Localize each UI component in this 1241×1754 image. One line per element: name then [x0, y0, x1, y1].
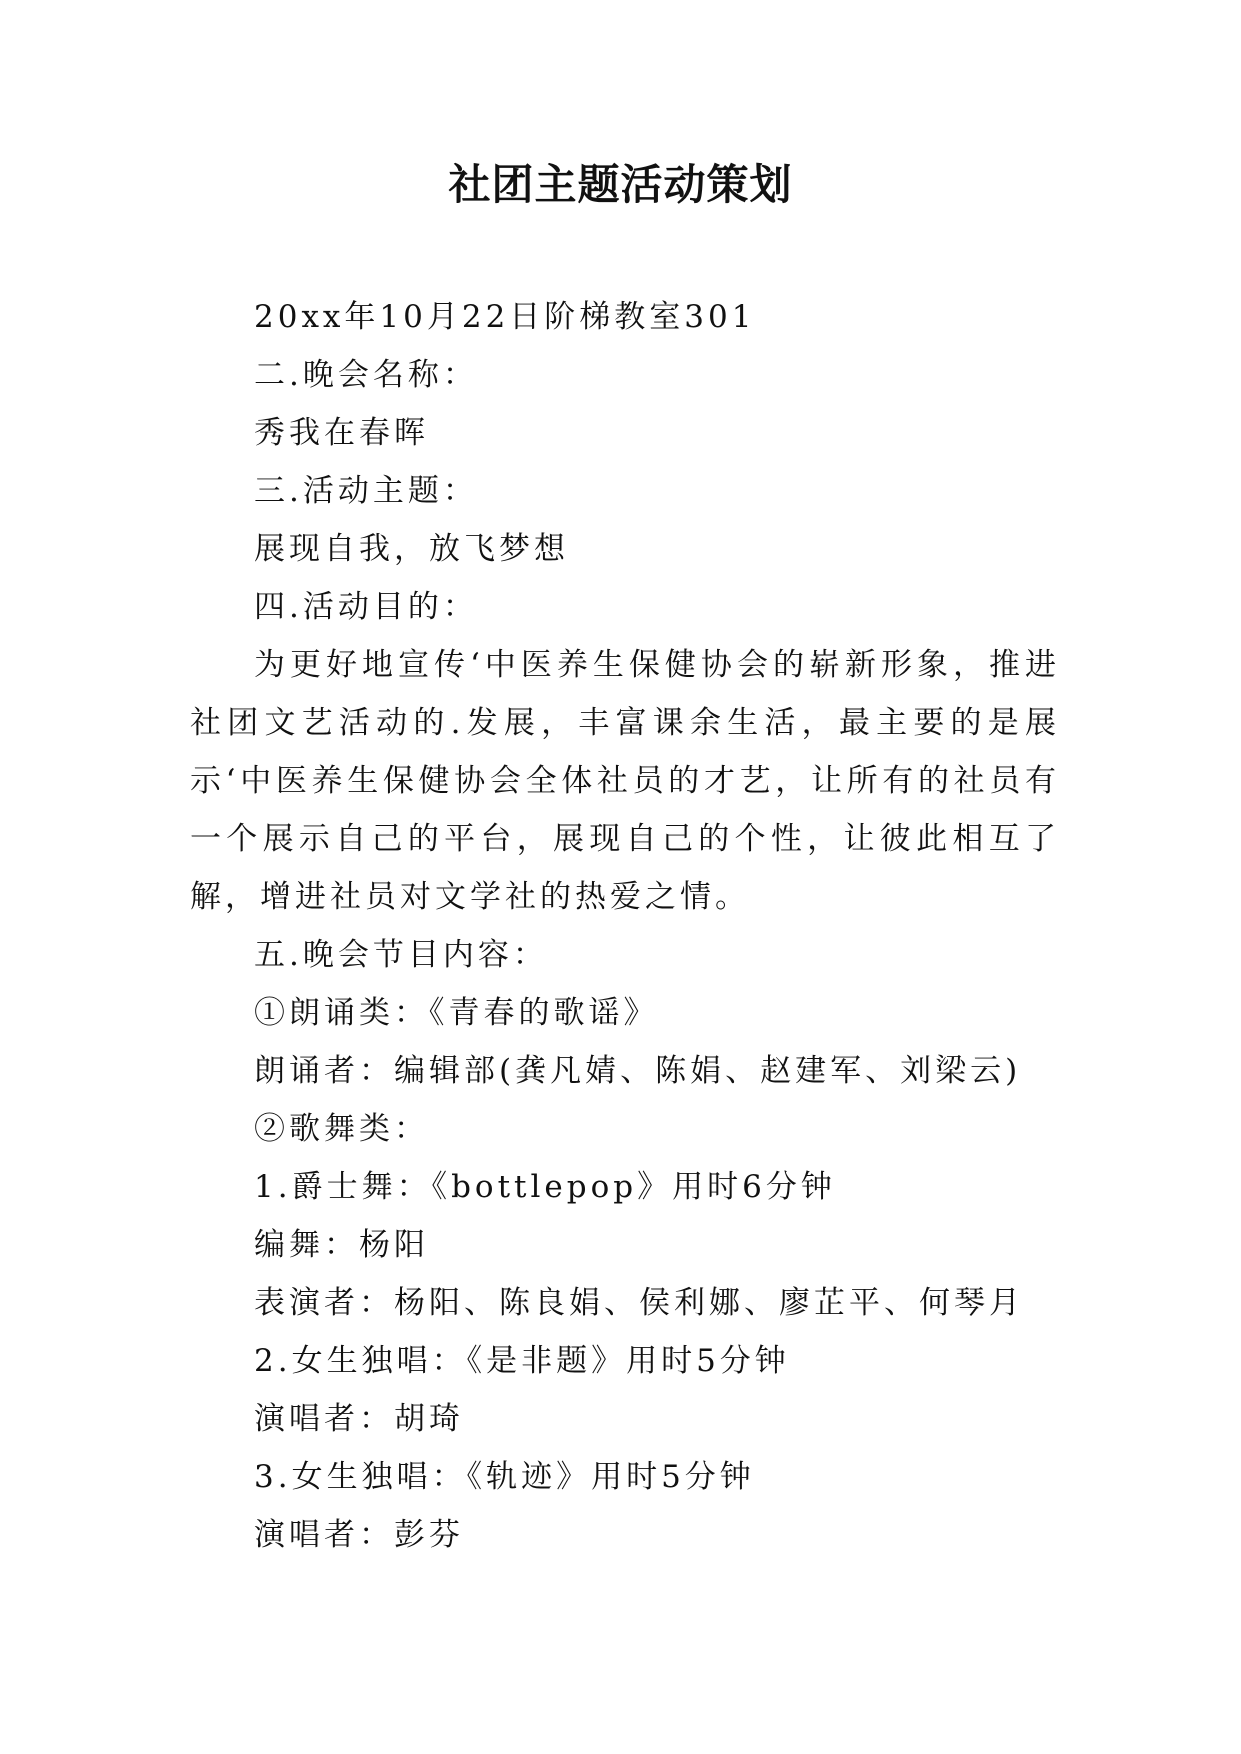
document-title: 社团主题活动策划	[448, 160, 793, 209]
section-heading: 四.活动目的：	[254, 589, 478, 625]
event-theme: 展现自我，放飞梦想	[254, 531, 569, 567]
performers-line: 表演者：杨阳、陈良娟、侯利娜、廖芷平、何琴月	[254, 1285, 1024, 1321]
date-venue-line: 20xx年10月22日阶梯教室301	[254, 299, 756, 335]
singer-line: 演唱者：彭芬	[254, 1517, 464, 1553]
performers-line: 朗诵者：编辑部(龚凡婧、陈娟、赵建军、刘梁云)	[254, 1053, 1022, 1089]
section-heading: 五.晚会节目内容：	[254, 937, 548, 973]
purpose-paragraph: 为更好地宣传‘中医养生保健协会的崭新形象，推进社团文艺活动的.发展，丰富课余生活，最主要的是展示‘中医养生保健协会全体社员的才艺，让所有的社员有一个展示自己的平台，展现自己的个性，让彼此相互了解，增进社员对文学社的热爱之情。	[190, 647, 1060, 915]
program-item: 3.女生独唱：《轨迹》用时5分钟	[254, 1459, 755, 1495]
event-name: 秀我在春晖	[254, 415, 429, 451]
program-category: ②歌舞类：	[254, 1111, 429, 1147]
program-category: ①朗诵类：《青春的歌谣》	[254, 995, 659, 1031]
program-item: 1.爵士舞：《bottlepop》用时6分钟	[254, 1169, 836, 1205]
section-heading: 三.活动主题：	[254, 473, 478, 509]
program-item: 2.女生独唱：《是非题》用时5分钟	[254, 1343, 790, 1379]
section-heading: 二.晚会名称：	[254, 357, 478, 393]
choreographer-line: 编舞：杨阳	[254, 1227, 429, 1263]
singer-line: 演唱者：胡琦	[254, 1401, 464, 1437]
document-body	[190, 288, 1060, 1564]
